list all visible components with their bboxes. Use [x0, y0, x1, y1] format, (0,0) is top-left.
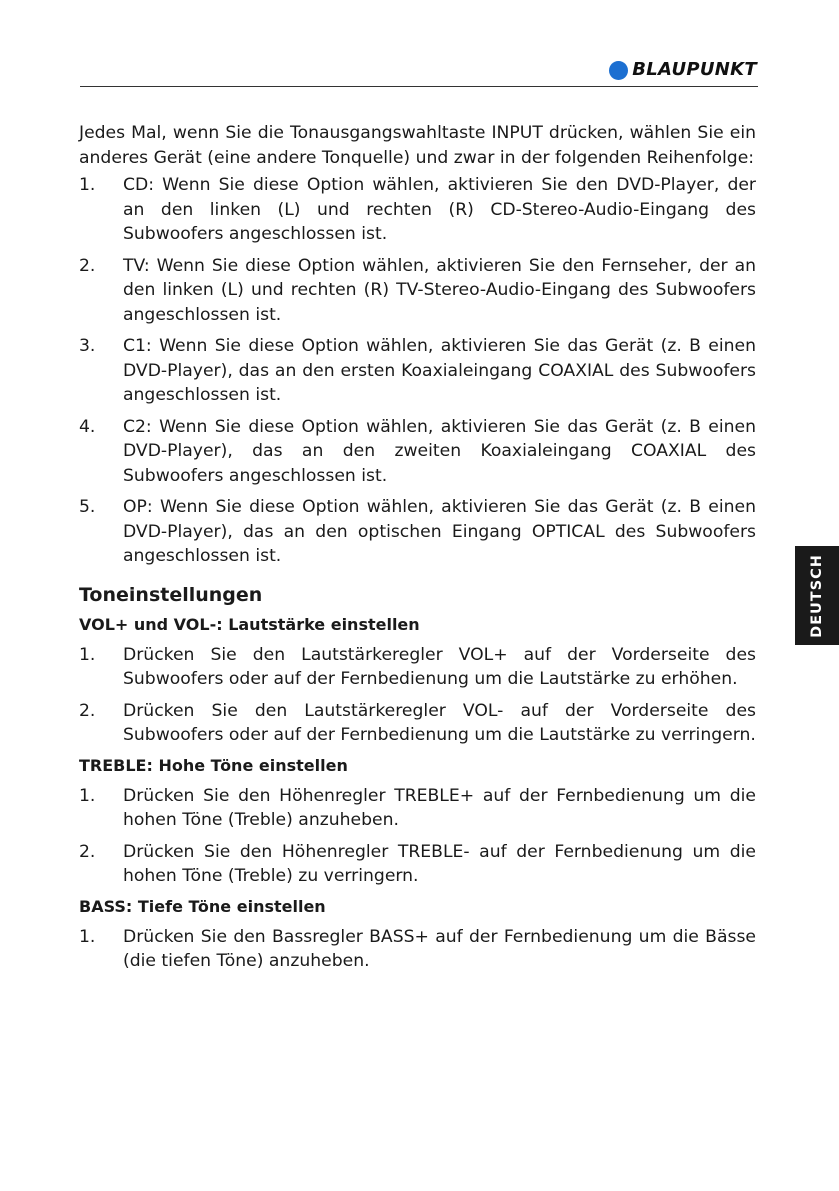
list-number: 2.	[79, 700, 96, 721]
list-item	[79, 495, 756, 569]
page-content	[79, 121, 756, 981]
volume-heading: VOL+ und VOL-: Lautstärke einstellen	[79, 614, 420, 634]
bass-heading: BASS: Tiefe Töne einstellen	[79, 896, 326, 916]
list-item	[79, 699, 756, 748]
list-number: 1.	[79, 926, 96, 947]
list-item	[79, 334, 756, 408]
list-number: 2.	[79, 255, 96, 276]
list-item	[79, 840, 756, 889]
list-text: OP: Wenn Sie diese Option wählen, aktivieren Sie das Gerät (z. B einen DVD-Player), das an den optischen Eingang OPTICAL des Subwoofers angeschlossen ist.	[123, 497, 756, 566]
brand-dot-icon	[609, 61, 628, 80]
list-item	[79, 415, 756, 489]
list-text: CD: Wenn Sie diese Option wählen, aktivieren Sie den DVD-Player, der an den linken (L) und rechten (R) CD-Stereo-Audio-Eingang des Subwoofers angeschlossen ist.	[123, 175, 756, 244]
list-text: C2: Wenn Sie diese Option wählen, aktivieren Sie das Gerät (z. B einen DVD-Player), das an den zweiten Koaxialeingang COAXIAL des Subwoofers angeschlossen ist.	[123, 416, 756, 486]
page-header	[0, 0, 839, 90]
list-item	[79, 254, 756, 328]
list-number: 3.	[79, 336, 96, 356]
list-text: Drücken Sie den Bassregler BASS+ auf der Fernbedienung um die Bässe (die tiefen Töne) anzuheben.	[123, 926, 756, 971]
treble-list	[79, 784, 756, 889]
input-source-list	[79, 173, 756, 569]
list-item	[79, 173, 756, 247]
list-item	[79, 925, 756, 974]
list-text: Drücken Sie den Höhenregler TREBLE- auf der Fernbedienung um die hohen Töne (Treble) zu verringern.	[123, 841, 756, 886]
list-number: 5.	[79, 497, 96, 517]
list-text: C1: Wenn Sie diese Option wählen, aktivieren Sie das Gerät (z. B einen DVD-Player), das an den ersten Koaxialeingang COAXIAL des Subwoofers angeschlossen ist.	[123, 336, 756, 405]
list-number: 1.	[79, 644, 96, 665]
list-text: TV: Wenn Sie diese Option wählen, aktivieren Sie den Fernseher, der an den linken (L) und rechten (R) TV-Stereo-Audio-Eingang des Subwoofers angeschlossen ist.	[123, 255, 756, 325]
list-number: 1.	[79, 175, 96, 195]
volume-list	[79, 643, 756, 748]
list-text: Drücken Sie den Lautstärkeregler VOL+ auf der Vorderseite des Subwoofers oder auf der Fernbedienung um die Lautstärke zu erhöhen.	[123, 644, 756, 689]
list-number: 4.	[79, 416, 96, 437]
list-text: Drücken Sie den Lautstärkeregler VOL- auf der Vorderseite des Subwoofers oder auf der Fernbedienung um die Lautstärke zu verringern.	[123, 700, 756, 745]
intro-paragraph: Jedes Mal, wenn Sie die Tonausgangswahltaste INPUT drücken, wählen Sie ein anderes Gerät (eine andere Tonquelle) und zwar in der folgenden Reihenfolge:	[79, 123, 756, 168]
list-number: 2.	[79, 841, 96, 862]
section-title: Toneinstellungen	[79, 583, 263, 606]
list-text: Drücken Sie den Höhenregler TREBLE+ auf der Fernbedienung um die hohen Töne (Treble) anzuheben.	[123, 785, 756, 830]
list-item	[79, 643, 756, 692]
bass-list	[79, 925, 756, 974]
brand-name: BLAUPUNKT	[632, 59, 757, 80]
language-tab-label: DEUTSCH	[809, 553, 826, 638]
treble-heading: TREBLE: Hohe Töne einstellen	[79, 755, 348, 775]
list-item	[79, 784, 756, 833]
language-tab	[795, 546, 839, 645]
header-divider	[80, 86, 758, 87]
brand-logo	[609, 60, 757, 80]
list-number: 1.	[79, 785, 96, 806]
